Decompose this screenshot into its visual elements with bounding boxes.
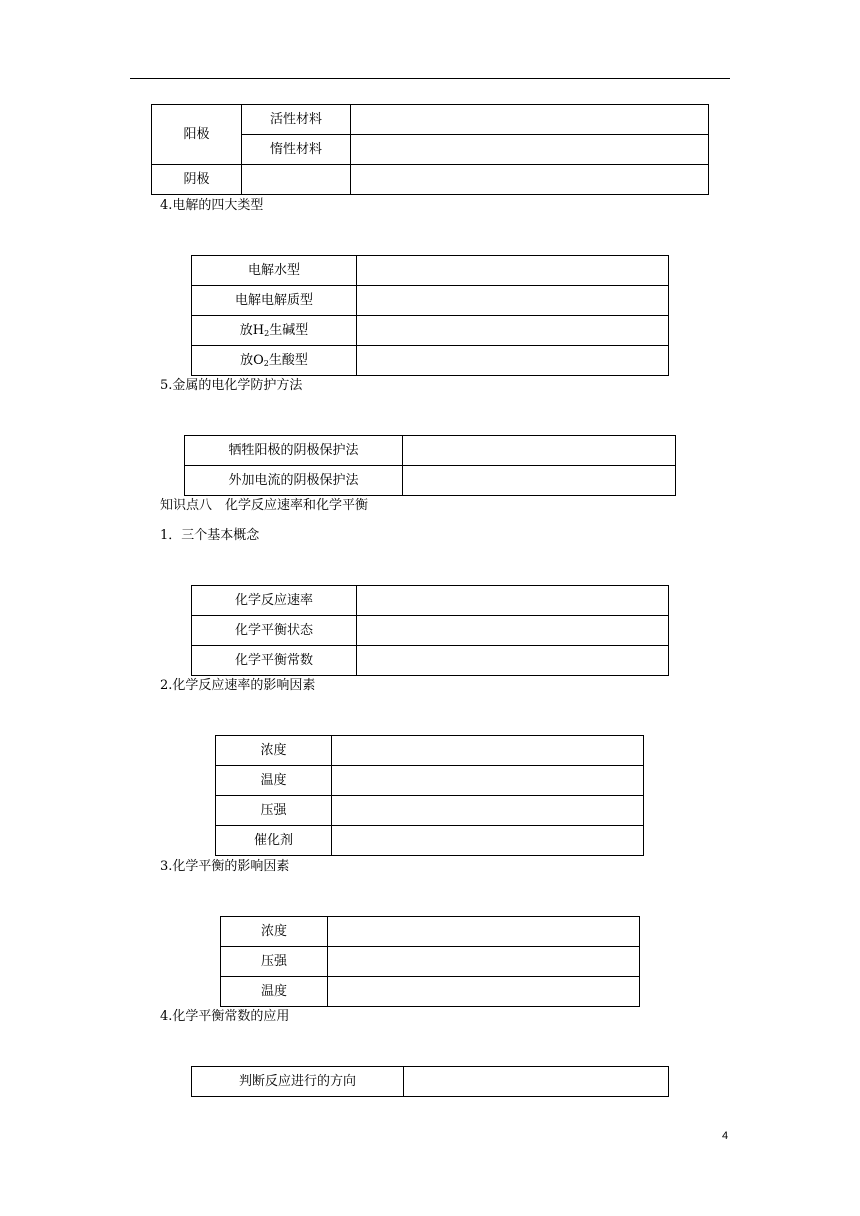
table-row-value bbox=[357, 586, 669, 616]
table-row-value bbox=[357, 256, 669, 286]
table-row-label: 牺牲阳极的阴极保护法 bbox=[185, 436, 403, 466]
table-row-label: 温度 bbox=[221, 977, 328, 1007]
table-row-value bbox=[403, 436, 676, 466]
cathode-value bbox=[351, 165, 709, 195]
table-row-label: 浓度 bbox=[216, 736, 332, 766]
table-row-label: 压强 bbox=[221, 947, 328, 977]
table-row-label: 化学平衡常数 bbox=[192, 646, 357, 676]
cathode-material bbox=[242, 165, 351, 195]
rate-factors-table bbox=[215, 735, 644, 856]
inert-material-value bbox=[351, 135, 709, 165]
section5-heading: 5.金属的电化学防护方法 bbox=[160, 378, 303, 393]
electrode-table bbox=[151, 104, 709, 195]
basic-concepts-table bbox=[191, 585, 669, 676]
k8-section4-heading: 4.化学平衡常数的应用 bbox=[160, 1009, 290, 1024]
equilibrium-factors-table bbox=[220, 916, 640, 1007]
inert-material-label: 惰性材料 bbox=[242, 135, 351, 165]
knowledge-point-8-heading: 知识点八 化学反应速率和化学平衡 bbox=[160, 498, 369, 513]
constant-applications-table bbox=[191, 1066, 669, 1097]
anode-label: 阳极 bbox=[152, 105, 242, 165]
table-row-value bbox=[403, 466, 676, 496]
active-material-label: 活性材料 bbox=[242, 105, 351, 135]
table-row-value bbox=[328, 947, 640, 977]
table-row-label: 化学平衡状态 bbox=[192, 616, 357, 646]
active-material-value bbox=[351, 105, 709, 135]
table-row-value bbox=[328, 917, 640, 947]
k8-section2-heading: 2.化学反应速率的影响因素 bbox=[160, 678, 316, 693]
o2-type-label: 放$O_2$生酸型 bbox=[192, 346, 357, 376]
table-row-value bbox=[332, 826, 644, 856]
electrolysis-types-table bbox=[191, 255, 669, 376]
table-row-value bbox=[357, 316, 669, 346]
table-row-value bbox=[357, 646, 669, 676]
table-row-label: 催化剂 bbox=[216, 826, 332, 856]
page-number: 4 bbox=[722, 1130, 729, 1142]
h2-type-label: 放$H_2$生碱型 bbox=[192, 316, 357, 346]
header-rule bbox=[130, 78, 730, 79]
table-row-label: 电解水型 bbox=[192, 256, 357, 286]
table-row-label: 压强 bbox=[216, 796, 332, 826]
table-row-value bbox=[332, 796, 644, 826]
table-row-value bbox=[332, 766, 644, 796]
table-row-label: 浓度 bbox=[221, 917, 328, 947]
cathode-label: 阴极 bbox=[152, 165, 242, 195]
protection-table bbox=[184, 435, 676, 496]
k8-section1-heading: 1．三个基本概念 bbox=[160, 528, 260, 543]
k8-section3-heading: 3.化学平衡的影响因素 bbox=[160, 859, 290, 874]
section4-heading: 4.电解的四大类型 bbox=[160, 198, 264, 213]
table-row-value bbox=[328, 977, 640, 1007]
table-row-label: 温度 bbox=[216, 766, 332, 796]
table-row-value bbox=[404, 1067, 669, 1097]
table-row-value bbox=[357, 286, 669, 316]
table-row-value bbox=[332, 736, 644, 766]
table-row-label: 外加电流的阴极保护法 bbox=[185, 466, 403, 496]
table-row-value bbox=[357, 616, 669, 646]
table-row-label: 化学反应速率 bbox=[192, 586, 357, 616]
table-row-label: 判断反应进行的方向 bbox=[192, 1067, 404, 1097]
table-row-label: 电解电解质型 bbox=[192, 286, 357, 316]
table-row-value bbox=[357, 346, 669, 376]
